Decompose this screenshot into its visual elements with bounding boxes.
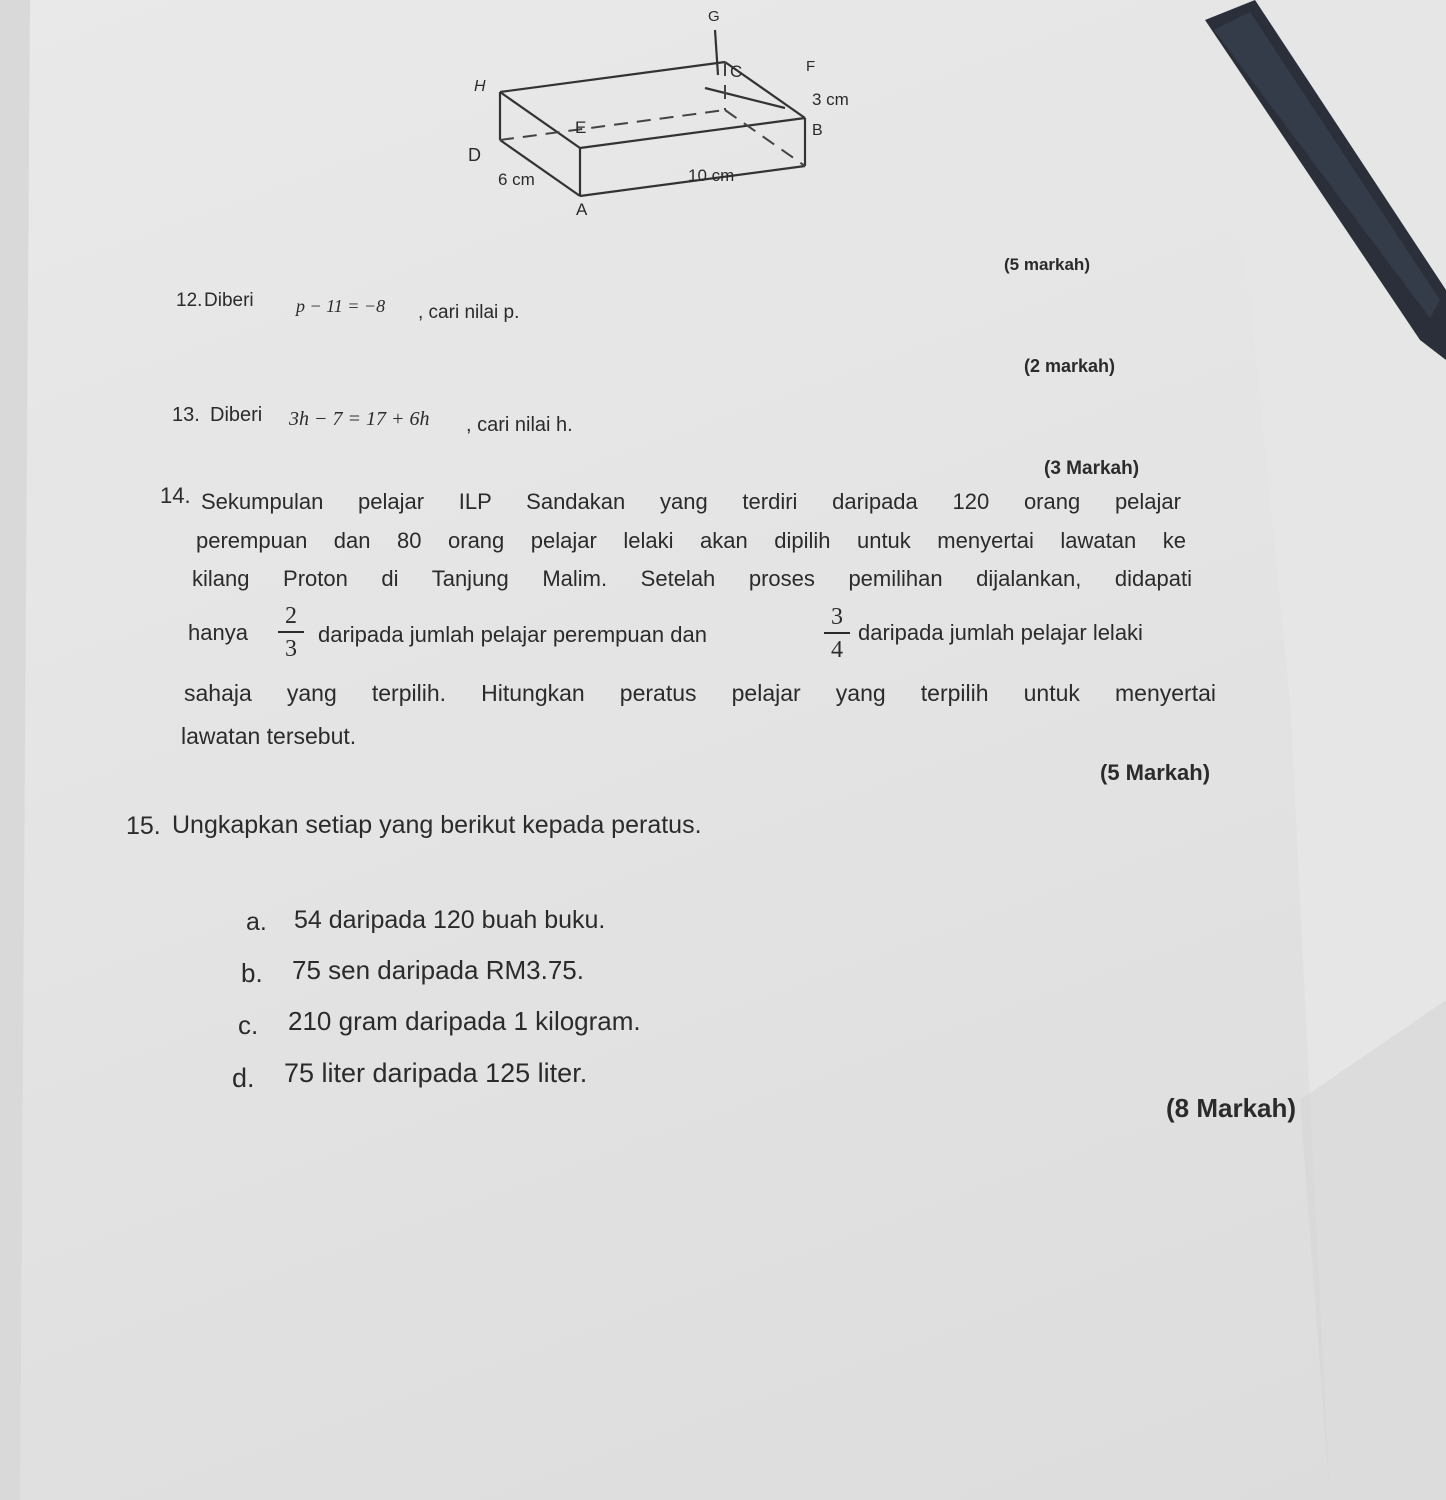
label-E: E [575, 118, 587, 137]
fraction-bar [824, 632, 850, 634]
dimension-length: 10 cm [688, 166, 735, 185]
fraction-numerator: 2 [285, 603, 297, 629]
fraction-bar [278, 631, 304, 633]
fraction-two-thirds [278, 603, 304, 662]
fraction-three-quarters [824, 604, 850, 663]
dimension-height: 3 cm [812, 90, 849, 109]
q13-rest: , cari nilai h. [466, 414, 573, 436]
q14-line6: lawatan tersebut. [181, 723, 357, 749]
q14-marks: (5 Markah) [1100, 760, 1211, 785]
q15-item-d-text: 75 liter daripada 125 liter. [284, 1058, 588, 1088]
q14-line4-start: hanya [188, 620, 248, 645]
q13-intro: Diberi [210, 404, 263, 426]
q12-rest: , cari nilai p. [418, 302, 520, 323]
q14-line1: Sekumpulan pelajar ILP Sandakan yang terdiri daripada 120 orang pelajar [201, 489, 1181, 514]
label-G: G [708, 8, 720, 25]
q14-number: 14. [160, 483, 191, 508]
label-A: A [576, 200, 588, 219]
q15-item-b-text: 75 sen daripada RM3.75. [292, 955, 584, 985]
label-B: B [812, 122, 823, 139]
label-D: D [468, 145, 481, 165]
q12-number: 12. [176, 290, 203, 311]
q15-number: 15. [126, 812, 161, 840]
label-H: H [474, 78, 486, 95]
q14-line5: sahaja yang terpilih. Hitungkan peratus pelajar yang terpilih untuk menyertai [184, 680, 1216, 706]
edge-HD [500, 92, 580, 148]
q12-equation: p − 11 = −8 [296, 296, 386, 316]
q15-marks: (8 Markah) [1166, 1093, 1297, 1123]
q15-item-a-text: 54 daripada 120 buah buku. [294, 906, 606, 934]
q15-item-b-label: b. [241, 958, 263, 988]
q14-line4-middle: daripada jumlah pelajar perempuan dan [318, 622, 707, 647]
q13-number: 13. [172, 404, 200, 426]
q12-marks: (2 markah) [1024, 356, 1116, 376]
dimension-width: 6 cm [498, 170, 535, 189]
q15-item-c-text: 210 gram daripada 1 kilogram. [288, 1006, 641, 1036]
diagram-marks: (5 markah) [1004, 255, 1090, 274]
q15-prompt: Ungkapkan setiap yang berikut kepada peratus. [172, 811, 702, 839]
q13-marks: (3 Markah) [1044, 458, 1140, 479]
label-F: F [806, 58, 816, 75]
fraction-denominator: 3 [285, 636, 297, 662]
q14-line4-end: daripada jumlah pelajar lelaki [858, 620, 1143, 645]
q12-intro: Diberi [204, 290, 254, 311]
fraction-denominator: 4 [831, 637, 843, 663]
q13-equation: 3h − 7 = 17 + 6h [289, 408, 430, 430]
q15-item-a-label: a. [246, 908, 267, 936]
q15-item-c-label: c. [238, 1010, 259, 1040]
q15-item-d-label: d. [232, 1063, 255, 1093]
q14-line3: kilang Proton di Tanjung Malim. Setelah proses pemilihan dijalankan, didapati [192, 566, 1192, 591]
label-C: C [730, 62, 743, 81]
q14-line2: perempuan dan 80 orang pelajar lelaki akan dipilih untuk menyertai lawatan ke [196, 528, 1186, 553]
fraction-numerator: 3 [831, 604, 843, 630]
